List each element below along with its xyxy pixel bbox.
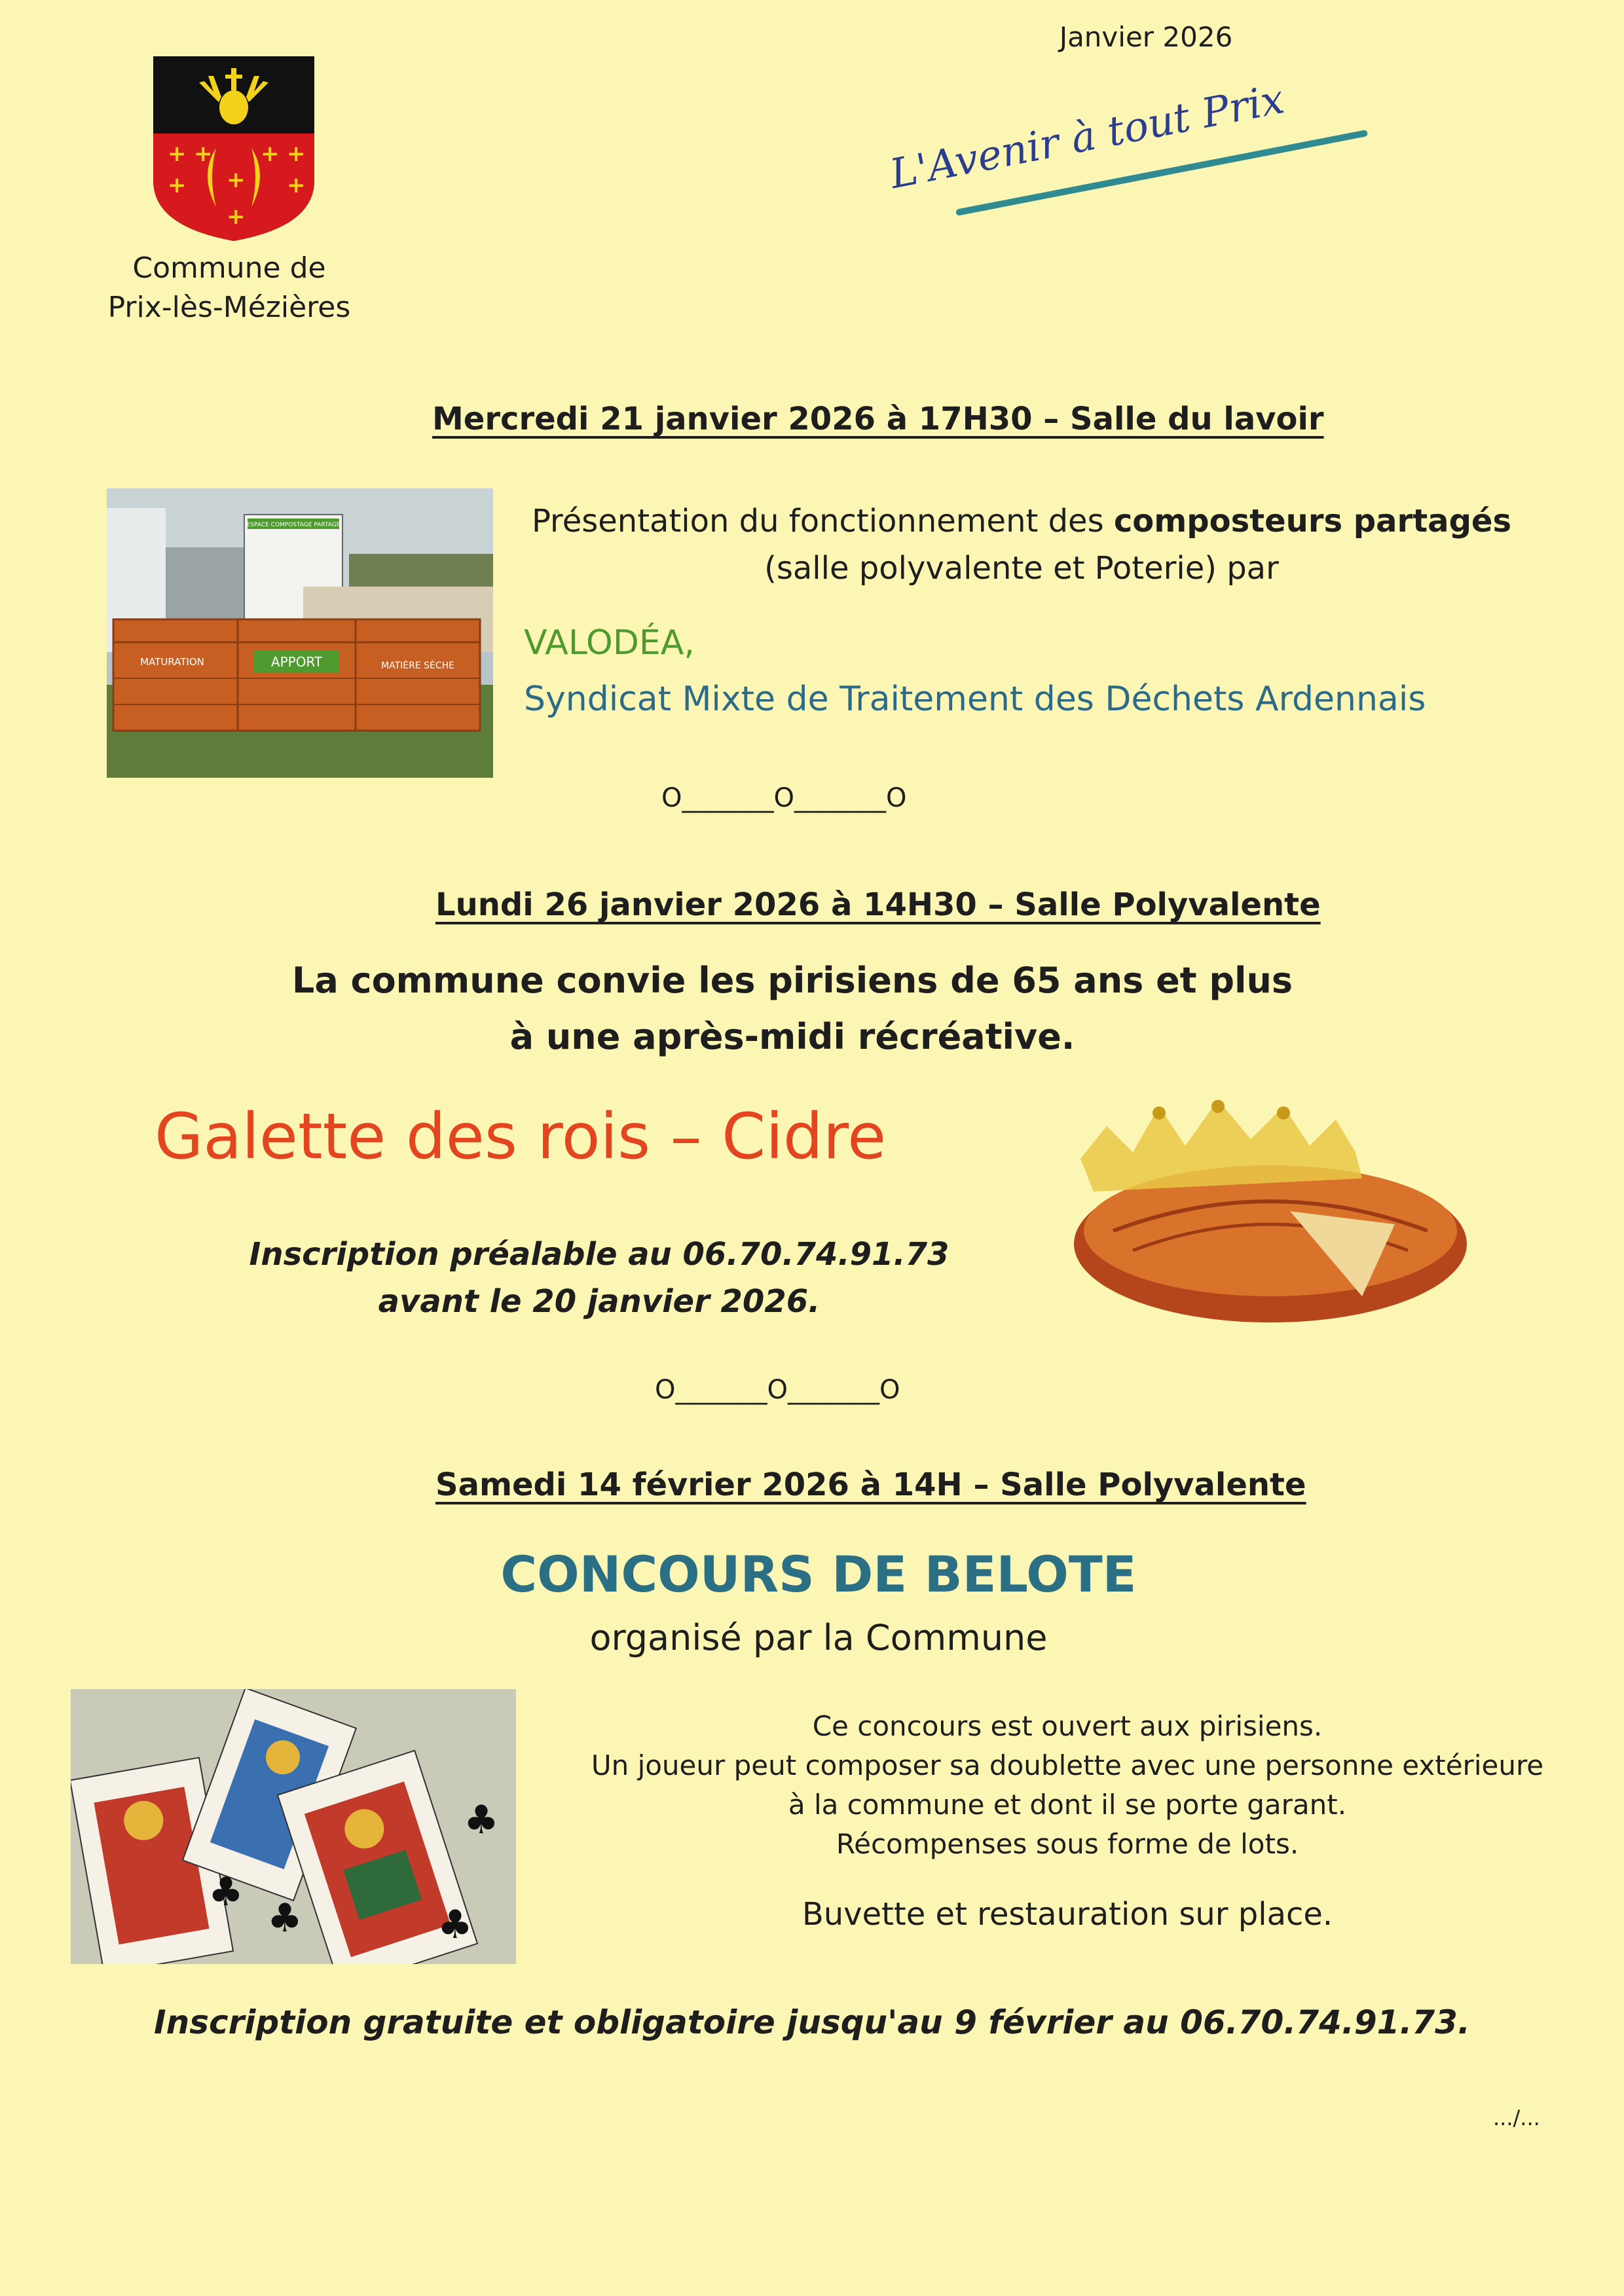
event1-organizer-full-name: Syndicat Mixte de Traitement des Déchets Ardennais — [524, 680, 1426, 719]
commune-coat-of-arms — [153, 56, 314, 241]
event1-description-line2: (salle polyvalente et Poterie) par — [764, 550, 1279, 587]
motto-block — [877, 75, 1401, 295]
compost-bins-photo — [107, 488, 493, 778]
svg-text:+: + — [194, 141, 213, 167]
event3-heading: Samedi 14 février 2026 à 14H – Salle Polyvalente — [435, 1467, 1306, 1503]
event1-heading: Mercredi 21 janvier 2026 à 17H30 – Salle du lavoir — [432, 401, 1324, 437]
document-date: Janvier 2026 — [1059, 21, 1233, 53]
belote-registration: Inscription gratuite et obligatoire jusqu'au 9 février au 06.70.74.91.73. — [154, 2003, 1470, 2041]
event2-inscription-line2: avant le 20 janvier 2026. — [378, 1283, 821, 1320]
svg-text:♣: ♣ — [267, 1895, 303, 1941]
svg-text:+: + — [227, 204, 246, 230]
svg-text:♣: ♣ — [464, 1797, 499, 1843]
belote-refreshments: Buvette et restauration sur place. — [802, 1896, 1333, 1933]
galette-title: Galette des rois – Cidre — [155, 1100, 887, 1173]
event1-organizer: VALODÉA, — [524, 623, 695, 663]
event2-inscription-line1: Inscription préalable au 06.70.74.91.73 — [249, 1236, 950, 1273]
event1-description-line1 — [498, 503, 1545, 539]
photo-label-maturation: MATURATION — [140, 656, 204, 668]
separator: O_______O_______O — [661, 783, 907, 813]
event2-line2: à une après-midi récréative. — [509, 1016, 1075, 1057]
commune-name — [85, 249, 373, 327]
commune-line1: Commune de — [132, 251, 326, 285]
page-continuation-marker: .../... — [1493, 2105, 1540, 2130]
photo-label-matiere-seche: MATIÈRE SÈCHE — [381, 661, 454, 671]
belote-info-line2: Un joueur peut composer sa doublette avec une personne extérieure — [591, 1749, 1544, 1781]
svg-text:+: + — [287, 141, 306, 167]
separator: O_______O_______O — [655, 1375, 900, 1405]
belote-info-line3: à la commune et dont il se porte garant. — [788, 1789, 1347, 1821]
belote-info-line4: Récompenses sous forme de lots. — [836, 1828, 1299, 1860]
motto: L'Avenir à tout Prix — [886, 75, 1288, 198]
svg-text:+: + — [168, 172, 187, 198]
belote-title: CONCOURS DE BELOTE — [500, 1545, 1137, 1603]
svg-text:♣: ♣ — [437, 1902, 473, 1948]
belote-subtitle: organisé par la Commune — [589, 1617, 1048, 1658]
svg-text:♣: ♣ — [208, 1869, 244, 1915]
belote-info-line1: Ce concours est ouvert aux pirisiens. — [812, 1710, 1323, 1742]
event1-description-bold: composteurs partagés — [1113, 503, 1512, 539]
svg-text:+: + — [227, 167, 246, 193]
svg-text:+: + — [168, 141, 187, 167]
svg-text:+: + — [287, 172, 306, 198]
event1-description-prefix: Présentation du fonctionnement des — [531, 503, 1114, 539]
photo-label-apport: APPORT — [270, 654, 323, 670]
commune-line2: Prix-lès-Mézières — [107, 291, 351, 324]
event2-heading: Lundi 26 janvier 2026 à 14H30 – Salle Polyvalente — [435, 886, 1321, 923]
event2-line1: La commune convie les pirisiens de 65 ans et plus — [291, 960, 1293, 1001]
svg-text:+: + — [261, 141, 280, 167]
playing-cards-image — [71, 1689, 516, 1964]
photo-sign-text: ESPACE COMPOSTAGE PARTAGÉ — [246, 522, 341, 528]
galette-crown-image — [1054, 1080, 1473, 1342]
